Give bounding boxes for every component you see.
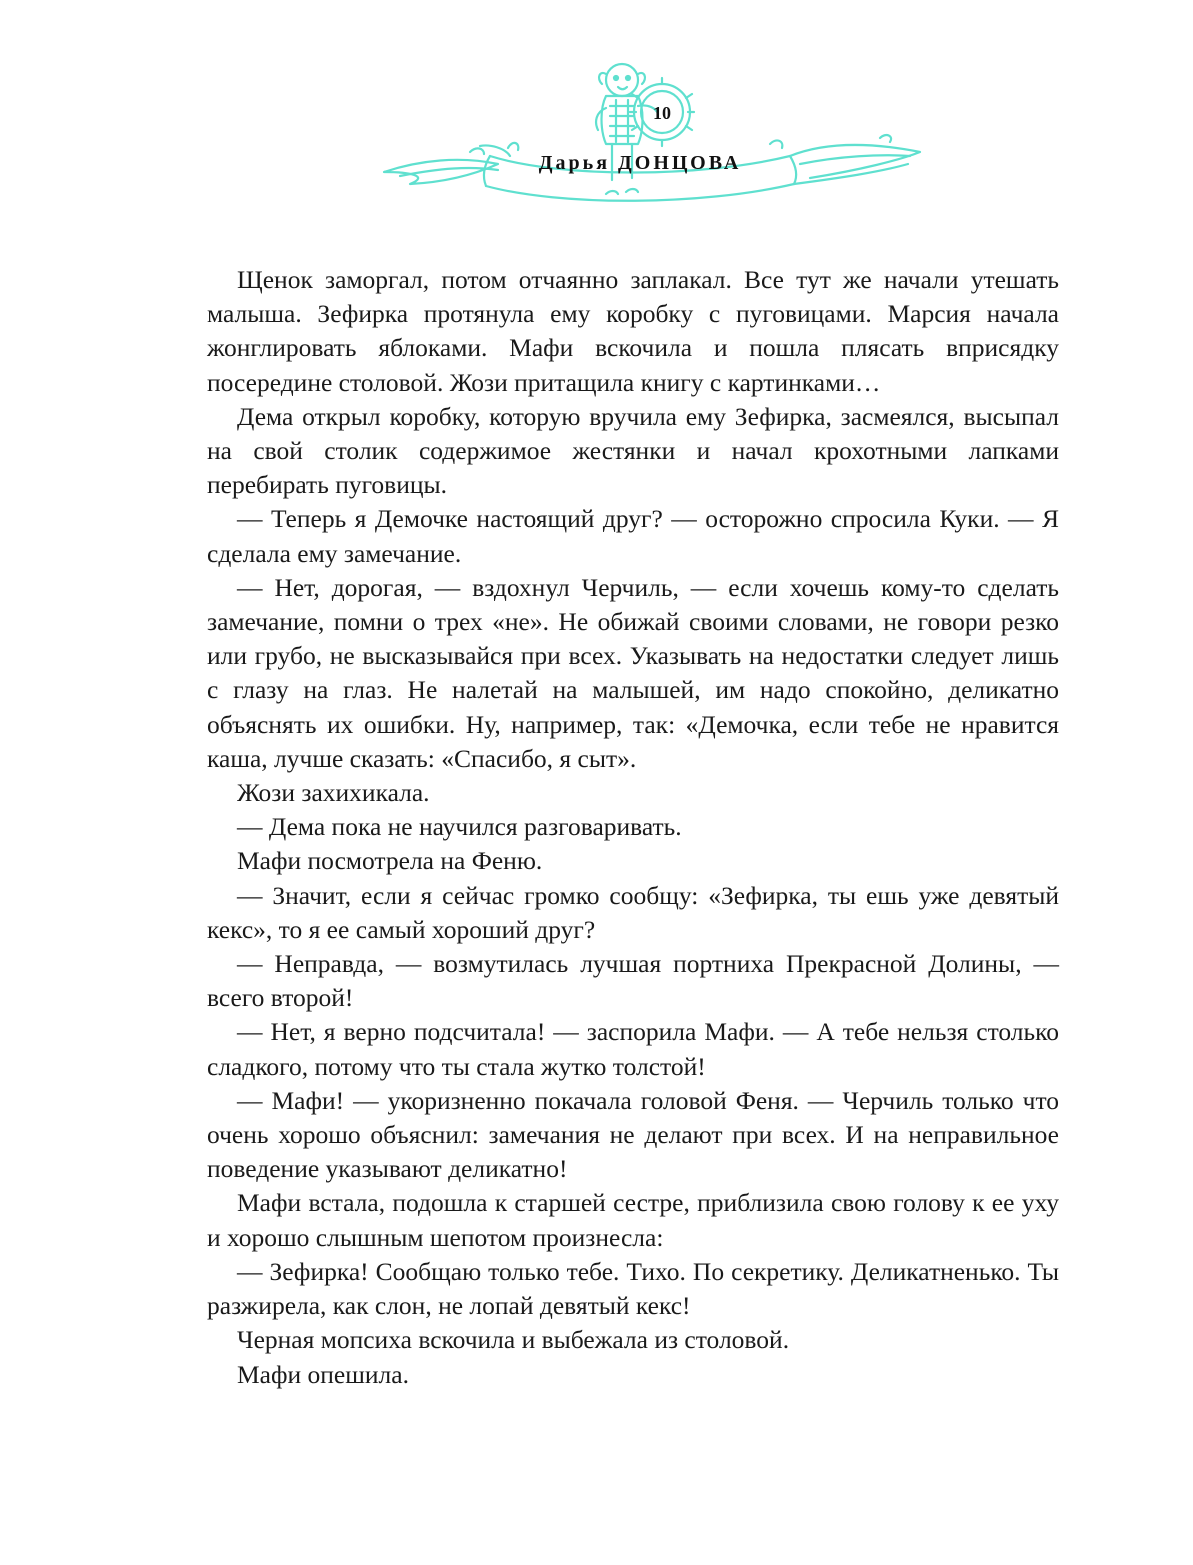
paragraph: Мафи встала, подошла к старшей сестре, приблизила свою голову к ее уху и хорошо слышным шепотом произнесла: <box>207 1188 1059 1252</box>
paragraph: — Дема пока не научился разговаривать. <box>237 812 682 842</box>
paragraph: Черная мопсиха вскочила и выбежала из столовой. <box>237 1325 790 1355</box>
paragraph: — Неправда, — возмутилась лучшая портниха Прекрасной Долины, — всего второй! <box>207 949 1059 1013</box>
ribbon-dog-illustration <box>380 60 930 220</box>
paragraph: — Значит, если я сейчас громко сообщу: «Зефирка, ты ешь уже девятый кекс», то я ее самый хороший друг? <box>207 880 1059 944</box>
paragraph: — Нет, я верно подсчитала! — заспорила Мафи. — А тебе нельзя столько сладкого, потому что ты стала жутко толстой! <box>207 1017 1059 1081</box>
paragraph: Щенок заморгал, потом отчаянно заплакал. Все тут же начали утешать малыша. Зефирка протянула ему коробку с пуговицами. Марсия начала жонглировать яблоками. Мафи вскочила и пошла плясать вприсядку посередине столовой. Жози притащила книгу с картинками… <box>207 265 1059 397</box>
paragraph: Жози захихикала. <box>237 778 430 808</box>
paragraph: Мафи посмотрела на Феню. <box>237 846 543 876</box>
paragraph: Мафи опешила. <box>237 1359 409 1389</box>
paragraph: — Мафи! — укоризненно покачала головой Феня. — Черчиль только что очень хорошо объяснил: замечания не делают при всех. И на неправильное поведение указывают деликатно! <box>207 1085 1059 1184</box>
page-number: 10 <box>653 103 671 123</box>
paragraph: — Зефирка! Сообщаю только тебе. Тихо. По секретику. Деликатненько. Ты разжирела, как слон, не лопай девятый кекс! <box>207 1256 1059 1321</box>
paragraph: — Нет, дорогая, — вздохнул Черчиль, — если хочешь кому-то сделать замечание, помни о трех «не». Не обижай своими словами, не говори резко или грубо, не высказывайся при всех. Указывать на недостатки следует лишь с глазу на глаз. Не налетай на малышей, им надо спокойно, деликатно объяснять их ошибки. Ну, например, так: «Демочка, если тебе не нравится каша, лучше сказать: «Спасибо, я сыт». <box>207 572 1059 773</box>
running-header <box>380 60 930 220</box>
paragraph: — Теперь я Демочке настоящий друг? — осторожно спросила Куки. — Я сделала ему замечание. <box>207 504 1059 568</box>
paragraph: Дема открыл коробку, которую вручила ему Зефирка, засмеялся, высыпал на свой столик содержимое жестянки и начал крохотными лапками перебирать пуговицы. <box>207 401 1059 500</box>
body-text <box>207 263 1059 1392</box>
author-name: Дарья ДОНЦОВА <box>538 152 742 174</box>
